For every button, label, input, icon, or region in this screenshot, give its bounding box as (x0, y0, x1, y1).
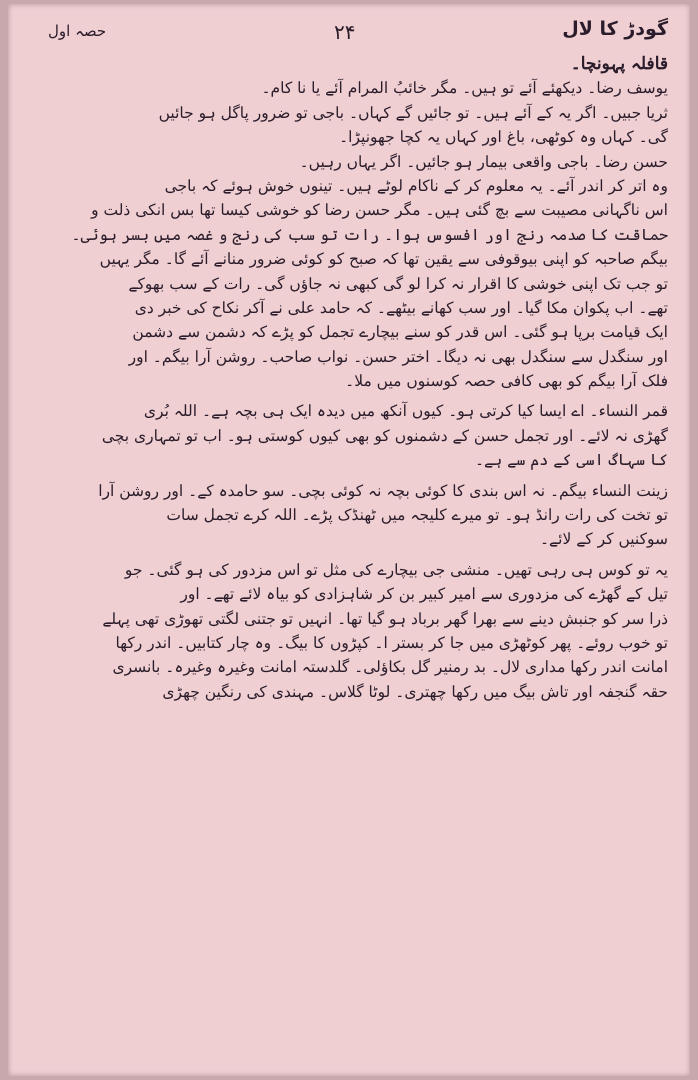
text-line: زینت النساء بیگم۔ نہ اس بندی کا کوئی بچہ نہ کوئی بچی۔ سو حامدہ کے۔ اور روشن آرا (98, 481, 668, 500)
text-line: یوسف رضا۔ دیکھئے آئے تو ہیں۔ مگر خائبُ المرام آئے یا نا کام۔ (261, 79, 668, 98)
text-line: سوکنیں کر کے لائے۔ (539, 530, 668, 549)
page-body (38, 52, 668, 704)
text-line: گی۔ کہاں وہ کوٹھی، باغ اور کہاں یہ کچا جھونپڑا۔ (339, 128, 668, 147)
text-line: ثریا جبیں۔ اگر یہ کے آئے ہیں۔ تو جائیں گے کہاں۔ باجی تو ضرور پاگل ہو جائیں (158, 103, 668, 122)
text-line: وہ اتر کر اندر آئے۔ یہ معلوم کر کے ناکام لوٹے ہیں۔ تینوں خوش ہوئے کہ باجی (164, 176, 668, 195)
text-line: ایک قیامت برپا ہو گئی۔ اس قدر کو سنے بیچارے تجمل کو پڑے کہ دشمن سے دشمن (132, 323, 668, 342)
text-line: گھڑی نہ لائے۔ اور تجمل حسن کے دشمنوں کو بھی کیوں کوستی ہو۔ اب تو تمہاری بچی (101, 426, 668, 445)
part-label: حصہ اول (48, 22, 107, 40)
text-line: اور سنگدل سے سنگدل بھی نہ دیگا۔ اختر حسن۔ نواب صاحب۔ روشن آرا بیگم۔ اور (128, 347, 668, 366)
text-line: کا سہاگ اسی کے دم سے ہے۔ (474, 451, 668, 470)
book-page (8, 4, 690, 1076)
text-line: تیل کے گھڑے کی مزدوری سے امیر کبیر بن کر شاہزادی کو بیاہ لائے تھے۔ اور (180, 585, 668, 604)
text-line: اس ناگہانی مصیبت سے بچ گئی ہیں۔ مگر حسن رضا کو خوشی کیسا تھا بس انکی ذلت و (91, 201, 668, 220)
text-line: تو خوب روئے۔ پھر کوٹھڑی میں جا کر بستر ا۔ کپڑوں کا بیگ۔ وہ چار کتابیں۔ اندر رکھا (115, 633, 668, 652)
text-line: یہ تو کوس ہی رہی تھیں۔ منشی جی بیچارے کی مثل تو اس مزدور کی ہو گئی۔ جو (124, 560, 668, 579)
text-line: بیگم صاحبہ کو اپنی بیوقوفی سے یقین تھا کہ صبح کو کوئی ضرور منانے آئے گا۔ مگر یہیں (99, 250, 668, 269)
section-heading: قافلہ پہونچا۔ (570, 54, 668, 74)
book-title: گودڑ کا لال (562, 18, 668, 40)
text-line: امانت اندر رکھا مداری لال۔ بد رمنیر گل بکاؤلی۔ گلدستہ امانت وغیرہ وغیرہ۔ بانسری (112, 658, 668, 677)
text-line: ذرا سر کو جنبش دینے سے بھرا گھر برباد ہو گیا تھا۔ انہیں تو جتنی لگتی تھوڑی تھی پہلے (102, 609, 668, 628)
text-line: تو تخت کی رات رانڈ ہو۔ تو میرے کلیجہ میں ٹھنڈک پڑے۔ اللہ کرے تجمل سات (166, 506, 668, 525)
text-line: حقہ گنجفہ اور تاش بیگ میں رکھا چھتری۔ لوٹا گلاس۔ مہندی کی رنگین چھڑی (162, 682, 668, 701)
text-line: تھے۔ اب پکوان مکا گیا۔ اور سب کھانے بیٹھے۔ کہ حامد علی نے آکر نکاح کی خبر دی (134, 298, 668, 317)
text-line: تو جب تک اپنی خوشی کا اقرار نہ کرا لو گی کبھی نہ جاؤں گی۔ رات کے سب بھوکے (128, 274, 668, 293)
text-line: حسن رضا۔ باجی واقعی بیمار ہو جائیں۔ اگر یہاں رہیں۔ (299, 152, 668, 171)
page-number: ۲۴ (334, 20, 356, 44)
page-header (8, 18, 690, 48)
text-line: فلک آرا بیگم کو بھی کافی حصہ کوسنوں میں ملا۔ (345, 372, 668, 391)
text-line: قمر النساء۔ اے ایسا کیا کرتی ہو۔ کیوں آنکھ میں دیدہ ایک ہی بچہ ہے۔ اللہ بُری (143, 402, 668, 421)
text-line: حماقت کا صدمہ رنج اور افسوس ہوا۔ رات تو سب کی رنج و غصہ میں بسر ہوئی۔ (71, 225, 668, 244)
